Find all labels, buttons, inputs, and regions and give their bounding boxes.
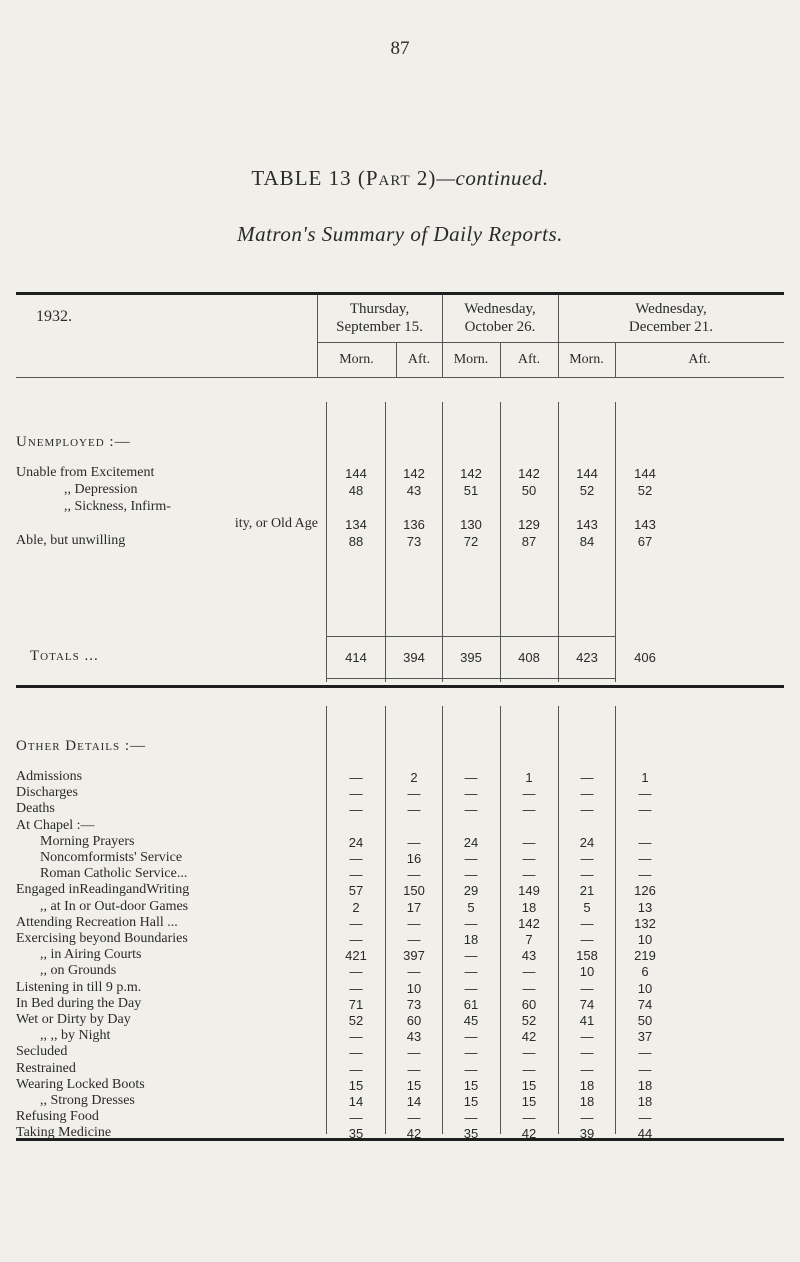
header-group-october: Wednesday, October 26. [464, 301, 536, 335]
table-cell: 52 [348, 1013, 364, 1028]
table-cell: 6 [641, 964, 649, 980]
table-cell: 37 [637, 1029, 653, 1045]
table-cell: — [464, 915, 478, 931]
row-label: Wearing Locked Boots [16, 1076, 145, 1092]
table-cell: — [522, 867, 536, 883]
table-cell: 158 [576, 948, 598, 964]
table-cell: 149 [518, 883, 540, 899]
row-label: In Bed during the Day [16, 995, 142, 1011]
title-part: Part [365, 166, 411, 190]
table-cell: 74 [579, 996, 595, 1012]
row-label: ity, or Old Age [234, 516, 318, 531]
table-cell: 143 [576, 517, 598, 532]
table-cell: 142 [403, 466, 425, 481]
table-cell: — [407, 802, 421, 818]
table-cell: — [349, 867, 363, 883]
table-cell: — [638, 802, 652, 818]
table-cell: — [638, 851, 652, 866]
table-cell: — [464, 1110, 478, 1126]
table-cell: 10 [637, 932, 653, 947]
table-cell: 42 [406, 1126, 422, 1142]
table-cell: — [580, 932, 594, 947]
table-cell: 50 [637, 1013, 653, 1028]
table-cell: 129 [518, 517, 540, 532]
table-cell: — [638, 1045, 652, 1061]
table-cell: 10 [579, 964, 595, 980]
subheader-morn: Morn. [569, 352, 604, 367]
header-group-underline [317, 342, 784, 343]
table-cell: 7 [525, 932, 533, 947]
table-cell: — [580, 1061, 594, 1077]
table-cell: — [580, 915, 594, 931]
table-cell: 21 [579, 883, 595, 899]
table-cell: — [349, 964, 363, 980]
table-cell: — [464, 980, 478, 996]
table-cell: — [638, 786, 652, 802]
table-cell: — [522, 964, 536, 980]
totals-cell: 406 [634, 650, 656, 665]
table-cell: 142 [518, 466, 540, 481]
row-label: Secluded [16, 1044, 68, 1060]
table-cell: 16 [406, 851, 422, 866]
table-cell: 5 [583, 899, 591, 915]
table-cell: — [522, 980, 536, 996]
table-cell: 52 [521, 1013, 537, 1028]
table-cell: 18 [463, 932, 479, 947]
table-cell: 1 [525, 770, 533, 785]
table-cell: — [580, 980, 594, 996]
table-cell: — [638, 867, 652, 883]
page-number: 87 [390, 38, 410, 59]
title-prefix: TABLE 13 ( [251, 166, 366, 190]
table-cell: — [407, 1061, 421, 1077]
table-cell: 72 [463, 534, 479, 549]
header-bottom-line [16, 377, 784, 378]
table-cell: — [349, 932, 363, 947]
row-label: Able, but unwilling [16, 533, 126, 548]
section-heading-other-details: Other Details :— [16, 738, 147, 754]
table-cell: 18 [521, 899, 537, 915]
table-cell: — [522, 1061, 536, 1077]
table-cell: 126 [634, 883, 656, 899]
table-cell: 219 [634, 948, 656, 964]
row-label: At Chapel :— [16, 817, 95, 833]
header-group-december: Wednesday, December 21. [628, 301, 714, 335]
table-cell: 42 [521, 1126, 537, 1142]
table-cell: 35 [463, 1126, 479, 1142]
table-cell: 24 [463, 834, 479, 850]
row-label: Restrained [16, 1060, 76, 1076]
table-cell: — [407, 932, 421, 947]
table-cell: — [580, 1110, 594, 1126]
table-cell: 17 [406, 899, 422, 915]
table-cell: 15 [521, 1077, 537, 1093]
totals-cell: 394 [403, 650, 425, 665]
table-cell: 88 [348, 534, 364, 549]
totals-cell: 414 [345, 650, 367, 665]
table-cell: 45 [463, 1013, 479, 1028]
table-cell: 87 [521, 534, 537, 549]
table-cell: 18 [579, 1094, 595, 1109]
table-cell: 60 [521, 996, 537, 1012]
row-label: Deaths [16, 801, 55, 817]
row-label: Morning Prayers [40, 833, 135, 849]
table-cell: 43 [406, 483, 422, 498]
table-cell: — [522, 1045, 536, 1061]
table-cell: — [464, 851, 478, 866]
row-label: Exercising beyond Boundaries [16, 931, 188, 946]
table-cell: — [349, 802, 363, 818]
table-cell: — [464, 948, 478, 964]
row-label: Attending Recreation Hall ... [16, 914, 178, 930]
table-cell: — [580, 867, 594, 883]
row-label: Engaged inReadingandWriting [16, 882, 190, 898]
table-cell: — [464, 1045, 478, 1061]
table-cell: 18 [637, 1077, 653, 1093]
table-cell: 14 [406, 1094, 422, 1109]
table-cell: — [580, 802, 594, 818]
table-cell: 150 [403, 883, 425, 899]
table-cell: — [464, 802, 478, 818]
table-cell: 60 [406, 1013, 422, 1028]
table-cell: 73 [406, 534, 422, 549]
table-cell: 52 [579, 483, 595, 498]
table-cell: — [349, 1110, 363, 1126]
table-cell: 73 [406, 996, 422, 1012]
row-label: Wet or Dirty by Day [16, 1012, 131, 1027]
table-cell: — [349, 1061, 363, 1077]
table-cell: 14 [348, 1094, 364, 1109]
totals-cell: 408 [518, 650, 540, 665]
row-label: Discharges [16, 785, 78, 801]
row-label: Unable from Excitement [16, 465, 155, 480]
table-cell: — [407, 834, 421, 850]
table-cell: 15 [348, 1077, 364, 1093]
table-cell: — [349, 1029, 363, 1045]
table-title [0, 166, 800, 191]
table-cell: — [349, 1045, 363, 1061]
table-cell: 84 [579, 534, 595, 549]
table-cell: — [464, 786, 478, 802]
title-part-number: 2) [410, 166, 437, 190]
table-cell: — [464, 964, 478, 980]
table-cell: 15 [521, 1094, 537, 1109]
table-cell: 57 [348, 883, 364, 899]
table-cell: 67 [637, 534, 653, 549]
row-label: ,, in Airing Courts [40, 947, 142, 963]
table-cell: 18 [579, 1077, 595, 1093]
table-cell: — [522, 851, 536, 866]
table-cell: — [407, 867, 421, 883]
table-cell: — [580, 1045, 594, 1061]
table-cell: 15 [406, 1077, 422, 1093]
totals-cell: 423 [576, 650, 598, 665]
table-cell: — [407, 1110, 421, 1126]
totals-top-line [326, 636, 615, 637]
table-cell: 50 [521, 483, 537, 498]
table-cell: 43 [521, 948, 537, 964]
table-cell: 48 [348, 483, 364, 498]
row-label: Roman Catholic Service... [40, 866, 188, 882]
table-cell: 15 [463, 1077, 479, 1093]
totals-bottom-line [326, 678, 615, 679]
table-cell: — [464, 770, 478, 785]
table-cell: 5 [467, 899, 475, 915]
table-cell: 144 [576, 466, 598, 481]
table-cell: 142 [518, 915, 540, 931]
table-cell: 397 [403, 948, 425, 964]
table-cell: — [580, 786, 594, 802]
table-cell: — [638, 1110, 652, 1126]
table-cell: — [580, 1029, 594, 1045]
table-cell: — [407, 1045, 421, 1061]
subheader-aft: Aft. [517, 352, 541, 367]
table-cell: 13 [637, 899, 653, 915]
subheader-aft: Aft. [407, 352, 431, 367]
section-heading-unemployed: Unemployed :— [16, 434, 131, 450]
row-label: Noncomformists' Service [40, 850, 183, 865]
table-cell: — [464, 1029, 478, 1045]
table-cell: 29 [463, 883, 479, 899]
row-label: Admissions [16, 769, 83, 784]
table-cell: — [638, 834, 652, 850]
row-label: Refusing Food [16, 1109, 99, 1125]
row-label: ,, ,, by Night [40, 1028, 111, 1044]
table-cell: 134 [345, 517, 367, 532]
table-cell: — [522, 1110, 536, 1126]
table-cell: — [522, 834, 536, 850]
table-cell: 24 [348, 834, 364, 850]
table-subtitle: Matron's Summary of Daily Reports. [237, 222, 563, 246]
table-cell: 35 [348, 1126, 364, 1142]
table-cell: 2 [352, 899, 360, 915]
row-label: Listening in till 9 p.m. [16, 979, 142, 995]
table-cell: — [407, 964, 421, 980]
middle-rule [16, 685, 784, 688]
table-cell: — [407, 915, 421, 931]
table-cell: 43 [406, 1029, 422, 1045]
table-cell: 1 [641, 770, 649, 785]
table-cell: 143 [634, 517, 656, 532]
table-cell: 10 [406, 980, 422, 996]
subheader-morn: Morn. [453, 352, 489, 367]
row-label: ,, on Grounds [40, 963, 117, 979]
row-label: ,, at In or Out-door Games [40, 898, 189, 914]
table-cell: — [349, 915, 363, 931]
row-label: ,, Depression [64, 482, 138, 497]
row-label: Taking Medicine [16, 1125, 112, 1141]
table-cell: 71 [348, 996, 364, 1012]
table-cell: — [349, 786, 363, 802]
table-cell: — [522, 802, 536, 818]
header-group-thursday: Thursday, September 15. [336, 301, 423, 335]
table-cell: 42 [521, 1029, 537, 1045]
table-cell: 74 [637, 996, 653, 1012]
table-cell: 136 [403, 517, 425, 532]
row-label: ,, Strong Dresses [40, 1093, 135, 1108]
table-cell: 421 [345, 948, 367, 964]
table-cell: 130 [460, 517, 482, 532]
table-cell: 144 [634, 466, 656, 481]
table-cell: 39 [579, 1126, 595, 1142]
table-cell: 24 [579, 834, 595, 850]
table-cell: 2 [410, 770, 418, 785]
subheader-morn: Morn. [339, 352, 374, 367]
totals-label: Totals ... [30, 648, 99, 664]
table-cell: — [464, 1061, 478, 1077]
table-cell: — [464, 867, 478, 883]
table-cell: 41 [579, 1013, 595, 1028]
table-cell: 142 [460, 466, 482, 481]
table-cell: 144 [345, 466, 367, 481]
table-cell: — [580, 851, 594, 866]
table-cell: — [638, 1061, 652, 1077]
totals-cell: 395 [460, 650, 482, 665]
table-cell: 61 [463, 996, 479, 1012]
subheader-aft: Aft. [688, 352, 711, 367]
table-cell: 52 [637, 483, 653, 498]
table-cell: — [349, 980, 363, 996]
table-cell: — [349, 770, 363, 785]
table-cell: 132 [634, 915, 656, 931]
top-rule [16, 292, 784, 295]
table-cell: — [522, 786, 536, 802]
table-cell: 44 [637, 1126, 653, 1142]
title-continued: —continued. [436, 166, 549, 190]
table-cell: — [580, 770, 594, 785]
row-label: ,, Sickness, Infirm- [64, 499, 171, 514]
table-cell: 15 [463, 1094, 479, 1109]
table-cell: — [407, 786, 421, 802]
table-cell: 10 [637, 980, 653, 996]
table-cell: 18 [637, 1094, 653, 1109]
table-cell: — [349, 851, 363, 866]
table-cell: 51 [463, 483, 479, 498]
header-year: 1932. [36, 308, 72, 325]
